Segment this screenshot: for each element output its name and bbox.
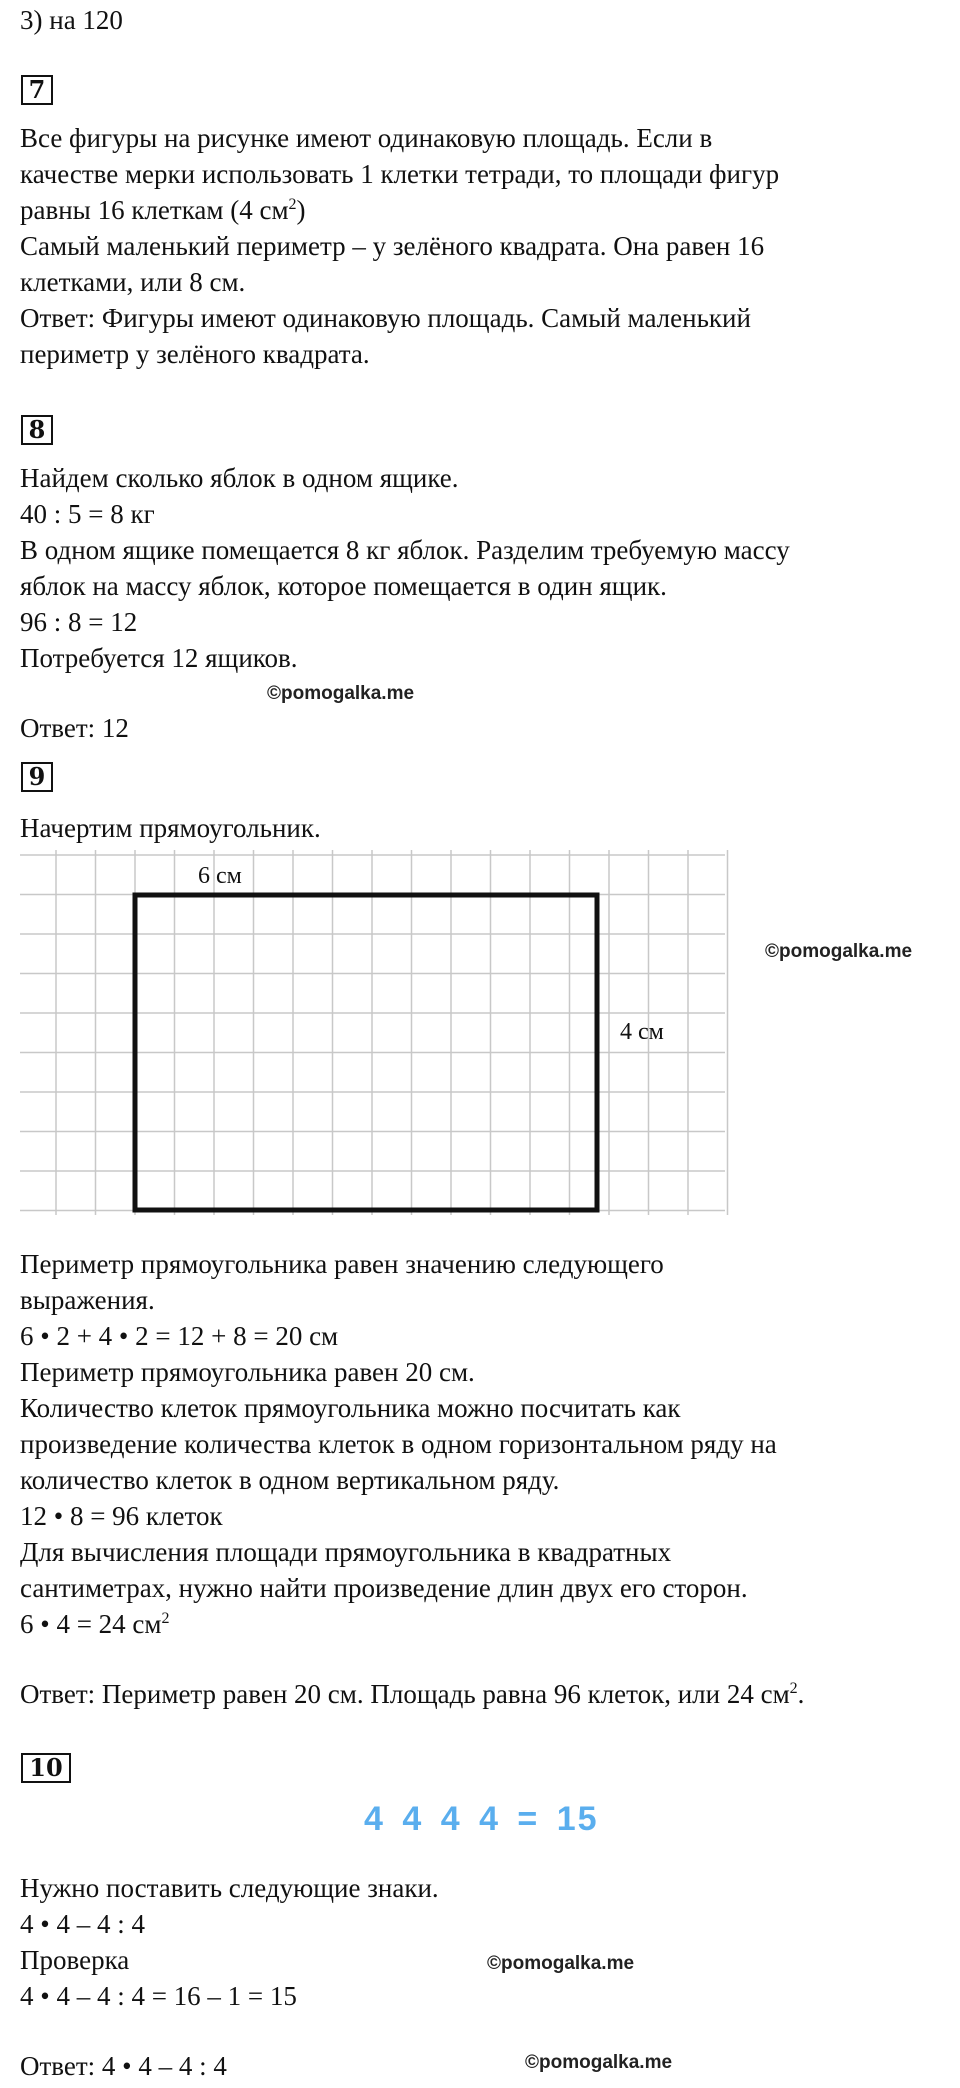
grid-drawing: [0, 850, 740, 1220]
task-9-answer: [20, 1676, 804, 1712]
task-9-area-sup: 2: [161, 1610, 170, 1627]
task-7-answer-1: Ответ: Фигуры имеют одинаковую площадь. Самый маленький: [20, 303, 751, 333]
task-10-line-1: Нужно поставить следующие знаки.: [20, 1873, 439, 1903]
task-8-line-5: 96 : 8 = 12: [20, 607, 138, 637]
task-8-line-2: 40 : 5 = 8 кг: [20, 499, 155, 529]
task-9-line-7: количество клеток в одном вертикальном ряду.: [20, 1465, 560, 1495]
task-10-line-3: Проверка: [20, 1945, 130, 1975]
task-7-line-2: качестве мерки использовать 1 клетки тетради, то площади фигур: [20, 159, 780, 189]
task-7-answer-2: периметр у зелёного квадрата.: [20, 339, 370, 369]
task-7-line-3-text: равны 16 клеткам (4 см: [20, 195, 289, 225]
task-10-line-2: 4 • 4 – 4 : 4: [20, 1909, 145, 1939]
label-width: 6 см: [198, 863, 242, 889]
task-8-number: 8: [21, 415, 53, 445]
task-9-line-10: сантиметрах, нужно найти произведение длин двух его сторон.: [20, 1573, 748, 1603]
task-7-line-3: [20, 192, 306, 228]
task-10-answer: Ответ: 4 • 4 – 4 : 4: [20, 2051, 227, 2081]
watermark-3: ©pomogalka.me: [487, 1953, 635, 1974]
task-7-number: 7: [21, 75, 53, 105]
task-7-line-3-sup: 2: [288, 196, 297, 213]
task-9-answer-sup: 2: [789, 1680, 798, 1697]
task-9-intro: Начертим прямоугольник.: [20, 813, 321, 843]
task-10-equation: 4 4 4 4 = 15: [364, 1800, 599, 1838]
task-10-number: 10: [21, 1753, 71, 1783]
watermark-2: ©pomogalka.me: [765, 941, 913, 962]
task-8-line-3: В одном ящике помещается 8 кг яблок. Разделим требуемую массу: [20, 535, 790, 565]
task-9-line-2: выражения.: [20, 1285, 155, 1315]
task-9-line-6: произведение количества клеток в одном горизонтальном ряду на: [20, 1429, 777, 1459]
task-8-line-6: Потребуется 12 ящиков.: [20, 643, 298, 673]
task-9-line-8: 12 • 8 = 96 клеток: [20, 1501, 223, 1531]
watermark-4: ©pomogalka.me: [525, 2052, 673, 2073]
task-9-line-9: Для вычисления площади прямоугольника в квадратных: [20, 1537, 672, 1567]
task-10-line-4: 4 • 4 – 4 : 4 = 16 – 1 = 15: [20, 1981, 297, 2011]
watermark-1: ©pomogalka.me: [267, 683, 415, 704]
task-7-line-1: Все фигуры на рисунке имеют одинаковую площадь. Если в: [20, 123, 713, 153]
task-7-line-3-end: ): [296, 195, 306, 225]
task-9-line-5: Количество клеток прямоугольника можно посчитать как: [20, 1393, 681, 1423]
task-9-area: [20, 1606, 170, 1642]
task-9-line-1: Периметр прямоугольника равен значению следующего: [20, 1249, 664, 1279]
task-9-number: 9: [21, 762, 53, 792]
task-9-answer-text: Ответ: Периметр равен 20 см. Площадь равна 96 клеток, или 24 см: [20, 1679, 790, 1709]
top-line: 3) на 120: [20, 5, 123, 35]
task-9-area-text: 6 • 4 = 24 см: [20, 1609, 162, 1639]
task-8-line-4: яблок на массу яблок, которое помещается в один ящик.: [20, 571, 667, 601]
task-9-line-4: Периметр прямоугольника равен 20 см.: [20, 1357, 475, 1387]
task-7-line-5: клетками, или 8 см.: [20, 267, 246, 297]
task-9-line-3: 6 • 2 + 4 • 2 = 12 + 8 = 20 см: [20, 1321, 339, 1351]
task-8-answer: Ответ: 12: [20, 713, 129, 743]
task-9-answer-end: .: [797, 1679, 805, 1709]
label-height: 4 см: [620, 1019, 664, 1045]
task-8-line-1: Найдем сколько яблок в одном ящике.: [20, 463, 459, 493]
task-7-line-4: Самый маленький периметр – у зелёного квадрата. Она равен 16: [20, 231, 765, 261]
